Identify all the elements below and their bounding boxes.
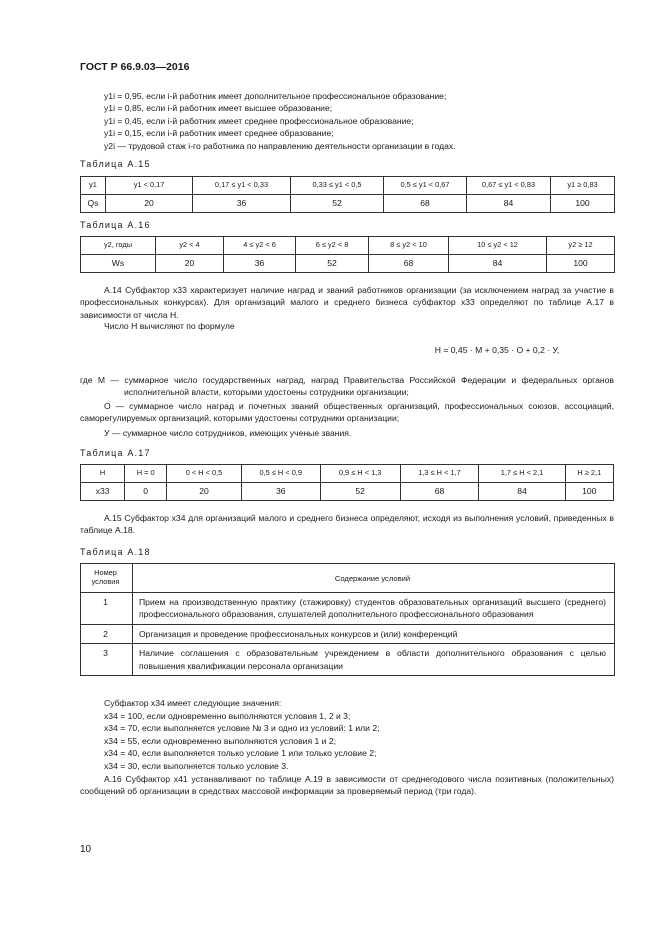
paragraph-a15: А.15 Субфактор x34 для организаций малого и среднего бизнеса определяют, исходя из выполнения условий, приведенных в таблице А.18.	[80, 513, 614, 536]
table-cell: 84	[479, 483, 565, 501]
table-cell: 20	[106, 195, 193, 213]
where-m: где М — суммарное число государственных наград, наград Правительства Российской Федерации и федеральных органов исполнительной власти, которыми удостоены сотрудники организации;	[80, 375, 614, 398]
table-row	[81, 644, 615, 676]
intro-line: y1i = 0,85, если i-й работник имеет высшее образование;	[104, 103, 333, 114]
table-cell: 0,5 ≤ Н < 0,9	[241, 465, 320, 483]
table-cell: 36	[241, 483, 320, 501]
table-cell: 0 < Н < 0,5	[167, 465, 242, 483]
table-cell: 3	[81, 644, 133, 676]
table-cell: Qs	[81, 195, 106, 213]
table-cell: 1	[81, 593, 133, 625]
intro-line: y1i = 0,15, если i-й работник имеет среднее образование;	[104, 128, 334, 139]
list-item: x34 = 70, если выполняется условие № 3 и одно из условий: 1 или 2;	[104, 723, 380, 734]
table-cell: y2 ≥ 12	[547, 237, 615, 255]
table-cell: 0,33 ≤ y1 < 0,5	[291, 177, 384, 195]
intro-line: y1i = 0,95, если i-й работник имеет дополнительное профессиональное образование;	[104, 91, 447, 101]
table-cell: Организация и проведение профессиональных конкурсов и (или) конференций	[133, 624, 615, 643]
table-cell: 100	[547, 255, 615, 273]
page-number: 10	[80, 844, 92, 855]
table-cell: 0,67 ≤ y1 < 0,83	[467, 177, 551, 195]
intro-list	[80, 90, 638, 152]
table-15	[80, 176, 615, 213]
table-cell: y1 < 0,17	[106, 177, 193, 195]
table-cell: 68	[384, 195, 467, 213]
table-cell: Н = 0	[125, 465, 167, 483]
table-cell: Н	[81, 465, 125, 483]
table-header-cell: Содержание условий	[133, 564, 615, 593]
table-row	[81, 465, 614, 483]
table-cell: 36	[193, 195, 291, 213]
list-item: x34 = 40, если выполняется только условие 1 или только условие 2;	[104, 748, 377, 759]
intro-line: y2i — трудовой стаж i-го работника по направлению деятельности организации в годах.	[104, 140, 456, 151]
table-cell: Ws	[81, 255, 156, 273]
table-cell: y2, годы	[81, 237, 156, 255]
table-cell: Прием на производственную практику (стажировку) студентов образовательных организаций высшего (среднего) профессионального образования, слушателей дополнительного профессионального образования	[133, 593, 615, 625]
table-cell: 68	[400, 483, 479, 501]
table-17	[80, 464, 614, 501]
table-cell: 2	[81, 624, 133, 643]
table-cell: 84	[449, 255, 547, 273]
table-cell: 52	[320, 483, 400, 501]
where-u: У — суммарное число сотрудников, имеющих ученые звания.	[104, 428, 352, 438]
table-row	[81, 195, 615, 213]
table-cell: 4 ≤ y2 < 6	[224, 237, 296, 255]
list-item: x34 = 30, если выполняется только условие 3.	[104, 760, 289, 771]
table-row	[81, 564, 615, 593]
table-cell: 1,7 ≤ Н < 2,1	[479, 465, 565, 483]
table-cell: Н ≥ 2,1	[565, 465, 613, 483]
table-16-caption: Таблица А.16	[80, 220, 151, 230]
table-cell: 1,3 ≤ Н < 1,7	[400, 465, 479, 483]
table-cell: y2 < 4	[156, 237, 224, 255]
table-row	[81, 255, 615, 273]
table-row	[81, 483, 614, 501]
x34-list	[80, 710, 638, 772]
table-row	[81, 177, 615, 195]
table-cell: 20	[167, 483, 242, 501]
table-15-caption: Таблица А.15	[80, 159, 151, 169]
intro-line: y1i = 0,45, если i-й работник имеет среднее профессиональное образование;	[104, 115, 414, 126]
x34-intro: Субфактор x34 имеет следующие значения:	[104, 698, 282, 708]
paragraph-a16: А.16 Субфактор x41 устанавливают по таблице А.19 в зависимости от среднегодового числа позитивных (положительных) сообщений об организации в средствах массовой информации за проверяемый период (три года).	[80, 774, 614, 797]
table-cell: y1 ≥ 0,83	[551, 177, 615, 195]
paragraph-h: Число Н вычисляют по формуле	[104, 321, 235, 331]
table-cell: Наличие соглашения с образовательным учреждением в области дополнительного образования с целью повышения квалификации персонала организации	[133, 644, 615, 676]
table-cell: 84	[467, 195, 551, 213]
table-cell: 68	[369, 255, 449, 273]
table-cell: 100	[551, 195, 615, 213]
table-18	[80, 563, 615, 676]
table-row	[81, 624, 615, 643]
table-cell: 0,9 ≤ Н < 1,3	[320, 465, 400, 483]
paragraph-a14: А.14 Субфактор x33 характеризует наличие наград и званий работников организации (за исключением наград за участие в профессиональных конкурсах). Для организаций малого и среднего бизнеса субфактор x33 определяют по таблице А.17 в зависимости от числа Н.	[80, 285, 614, 320]
table-17-caption: Таблица А.17	[80, 448, 151, 458]
list-item: x34 = 55, если одновременно выполняются условия 1 и 2;	[104, 735, 337, 746]
where-o: О — суммарное число наград и почетных званий общественных организаций, профессиональных союзов, ассоциаций, саморегулируемых организаций, которыми удостоены сотрудники организации;	[80, 401, 614, 424]
table-cell: 52	[291, 195, 384, 213]
table-cell: 20	[156, 255, 224, 273]
table-cell: 0,5 ≤ y1 < 0,67	[384, 177, 467, 195]
table-header-cell: Номер условия	[81, 564, 133, 593]
table-row	[81, 237, 615, 255]
table-cell: y1	[81, 177, 106, 195]
table-cell: 0,17 ≤ y1 < 0,33	[193, 177, 291, 195]
document-header: ГОСТ Р 66.9.03—2016	[80, 61, 190, 73]
list-item: x34 = 100, если одновременно выполняются условия 1, 2 и 3;	[104, 711, 351, 721]
table-cell: 8 ≤ y2 < 10	[369, 237, 449, 255]
table-row	[81, 593, 615, 625]
table-cell: 100	[565, 483, 613, 501]
table-cell: 6 ≤ y2 < 8	[296, 237, 369, 255]
table-16	[80, 236, 615, 273]
table-cell: 36	[224, 255, 296, 273]
table-18-caption: Таблица А.18	[80, 547, 151, 557]
table-cell: 10 ≤ y2 < 12	[449, 237, 547, 255]
table-cell: 52	[296, 255, 369, 273]
formula: Н = 0,45 · М + 0,35 · О + 0,2 · У,	[434, 345, 560, 355]
table-cell: 0	[125, 483, 167, 501]
table-cell: x33	[81, 483, 125, 501]
